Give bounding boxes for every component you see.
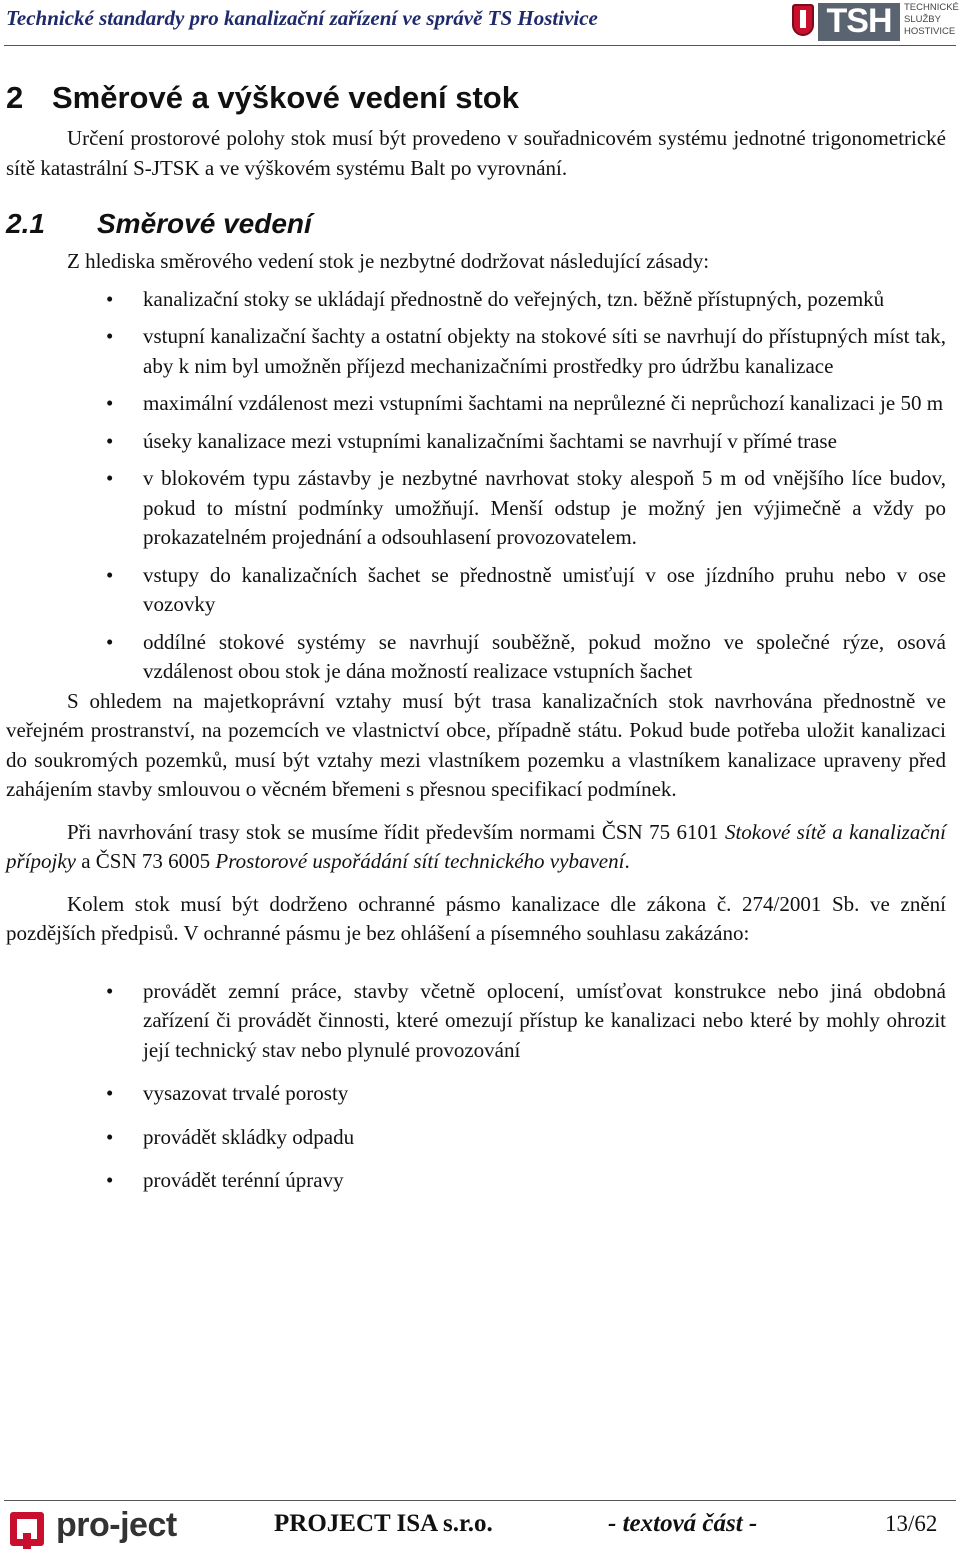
section-intro: Určení prostorové polohy stok musí být provedeno v souřadnicovém systému jednotné trigonometrické sítě katastrální S-JTSK a ve výškovém systému Balt po vyrovnání. xyxy=(6,126,946,180)
norms-text: . xyxy=(624,849,630,873)
list-item: • kanalizační stoky se ukládají přednostně do veřejných, tzn. běžně přístupných, pozemků xyxy=(143,285,946,315)
subsection-intro: Z hlediska směrového vedení stok je nezbytné dodržovat následující zásady: xyxy=(67,249,710,273)
list-item: • vstupní kanalizační šachty a ostatní objekty na stokové síti se navrhují do přístupných míst tak, aby k nim byl umožněn příjezd mechanizačními prostředky pro údržbu kanalizace xyxy=(143,322,946,381)
header-title: Technické standardy pro kanalizační zařízení ve správě TS Hostivice xyxy=(6,6,598,30)
section-number: 2 xyxy=(6,80,24,115)
tsh-logo xyxy=(792,2,959,42)
footer-divider xyxy=(4,1500,956,1501)
tsh-logo-sub-line: SLUŽBY xyxy=(904,14,941,25)
document-body xyxy=(6,80,946,1196)
list-item: • vysazovat trvalé porosty xyxy=(143,1079,946,1109)
protection-paragraph: Kolem stok musí být dodrženo ochranné pásmo kanalizace dle zákona č. 274/2001 Sb. ve znění pozdějších předpisů. V ochranné pásmu je bez ohlášení a písemného souhlasu zakázáno: xyxy=(6,891,946,945)
norm-title: Prostorové uspořádání sítí technického vybavení xyxy=(215,849,625,873)
list-item: • provádět skládky odpadu xyxy=(143,1123,946,1153)
tsh-logo-sub-line: TECHNICKÉ xyxy=(904,2,959,13)
tsh-logo-sub-line: HOSTIVICE xyxy=(904,26,956,37)
project-logo xyxy=(6,1508,242,1548)
norms-text: a ČSN 73 6005 xyxy=(75,849,216,873)
page-number: 13/62 xyxy=(885,1511,938,1536)
list-item: • v blokovém typu zástavby je nezbytné navrhovat stoky alespoň 5 m od vnějšího líce budov, pokud to místní podmínky umožňují. Menší odstup je možný jen výjimečně a vždy po prokazatelném projednání a odsouhlasení provozovatelem. xyxy=(143,464,946,553)
tsh-logo-letters: TSH xyxy=(826,2,892,40)
subsection-number: 2.1 xyxy=(6,208,45,239)
subsection-title: Směrové vedení xyxy=(97,208,312,239)
list-item: • oddílné stokové systémy se navrhují souběžně, pokud možno ve společné rýze, osová vzdálenost obou stok je dána možností realizace vstupních šachet xyxy=(143,628,946,687)
page-footer xyxy=(0,1490,960,1557)
norms-text: Při navrhování trasy stok se musíme řídit především normami ČSN 75 6101 xyxy=(67,819,725,844)
list-item: • úseky kanalizace mezi vstupními kanalizačními šachtami se navrhují v přímé trase xyxy=(143,427,946,457)
norm-title: Stokové sítě a kanalizační přípojky xyxy=(6,819,947,873)
footer-part: - textová část - xyxy=(608,1510,758,1537)
principles-list xyxy=(143,285,946,687)
subsection-heading xyxy=(6,207,946,241)
list-item: • maximální vzdálenost mezi vstupními šachtami na neprůlezné či neprůchozí kanalizaci je 50 m xyxy=(143,389,946,419)
project-logo-mark-icon xyxy=(10,1512,44,1546)
footer-company: PROJECT ISA s.r.o. xyxy=(274,1510,493,1537)
header-divider xyxy=(4,45,956,46)
project-logo-text: pro-ject xyxy=(56,1506,177,1544)
list-item: • provádět zemní práce, stavby včetně oplocení, umísťovat konstrukce nebo jiná obdobná zařízení či provádět činnosti, které omezují přístup ke kanalizaci nebo které by mohly ohrozit její technický stav nebo plynulé provozování xyxy=(143,977,946,1066)
section-title: Směrové a výškové vedení stok xyxy=(52,80,519,115)
tsh-logo-subtitle xyxy=(904,2,960,38)
list-item: • vstupy do kanalizačních šachet se přednostně umisťují v ose jízdního pruhu nebo v ose vozovky xyxy=(143,561,946,620)
page-header xyxy=(0,0,960,48)
norms-paragraph xyxy=(6,818,946,877)
prohibited-list xyxy=(143,977,946,1196)
ownership-paragraph: S ohledem na majetkoprávní vztahy musí být trasa kanalizačních stok navrhována přednostně ve veřejném prostranství, na pozemcích ve vlastnictví obce, případně státu. Pokud bude potřeba uložit kanalizaci do soukromých pozemků, musí být vztahy mezi vlastníkem pozemku a vlastníkem kanalizace upraveny před zahájením stavby smlouvou o věcném břemeni s přesnou specifikací podmínek. xyxy=(6,688,946,801)
section-heading xyxy=(6,80,946,124)
crest-icon xyxy=(792,4,814,36)
list-item: • provádět terénní úpravy xyxy=(143,1166,946,1196)
